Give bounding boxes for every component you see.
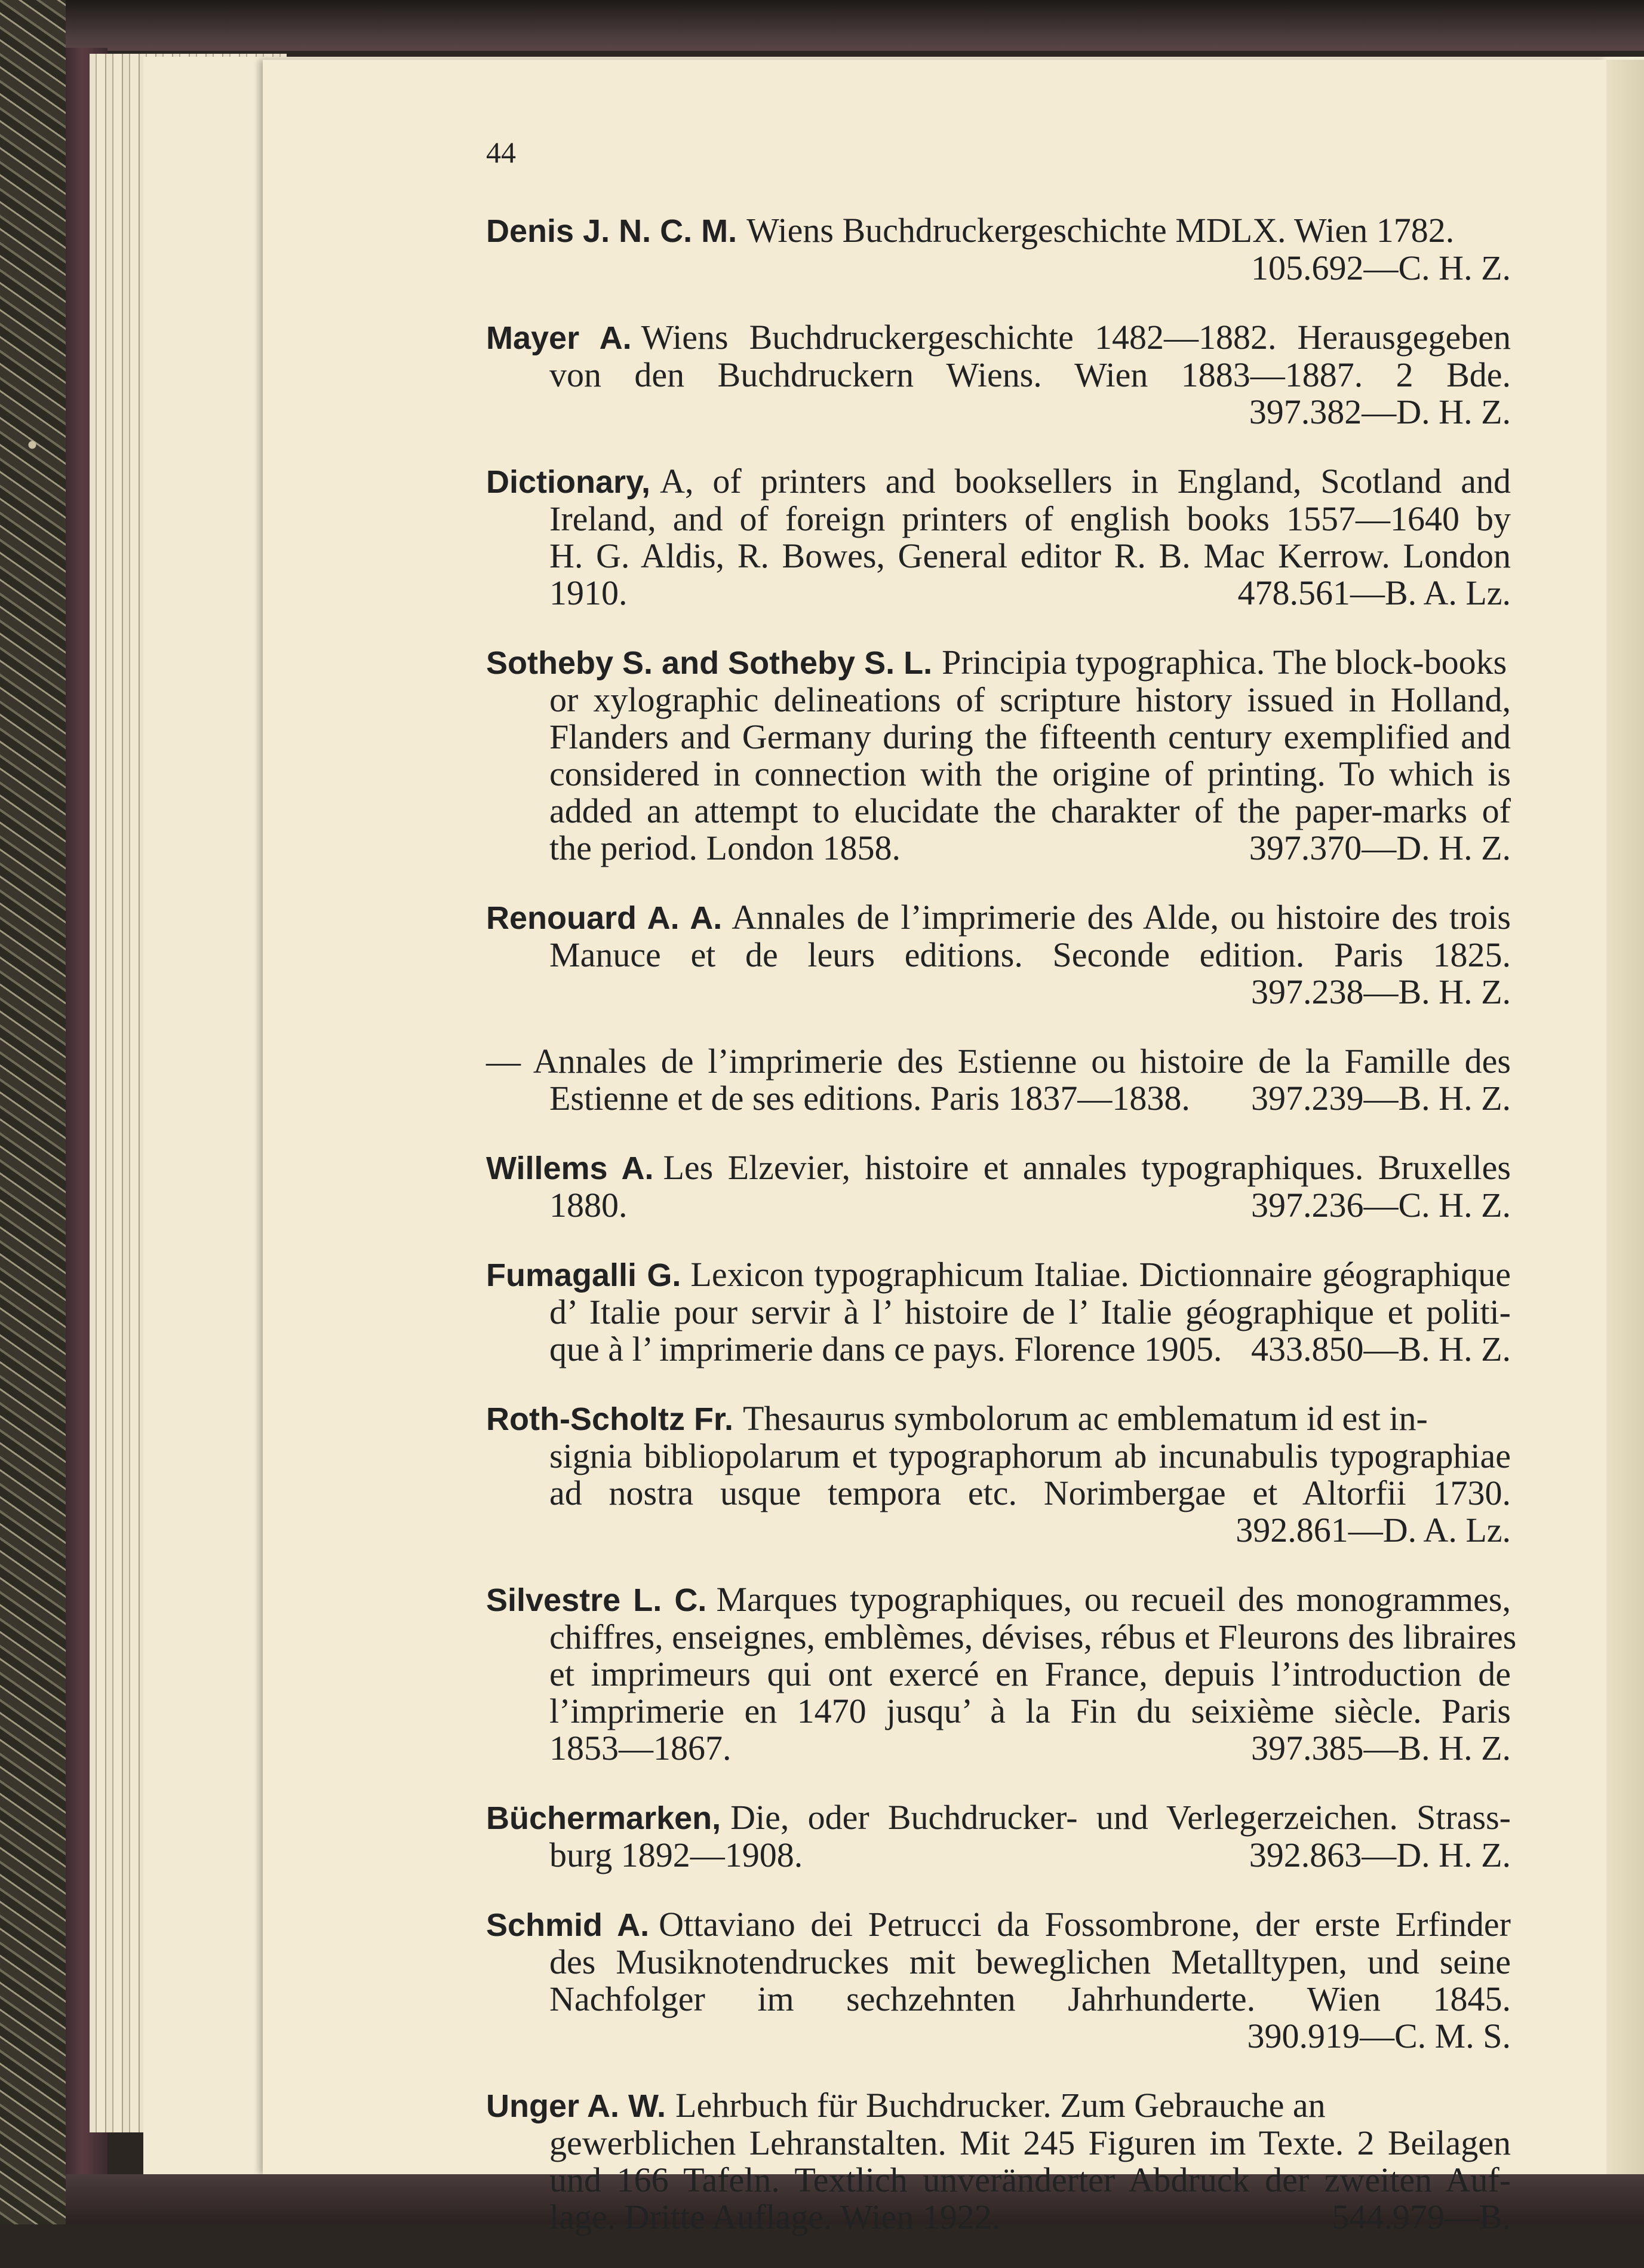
entry-line [486, 719, 1511, 756]
entry-line [486, 1149, 1511, 1187]
entry-line [486, 357, 1511, 394]
entry-description: Ottaviano dei Petrucci da Fossombrone, der erste Erfinder [659, 1905, 1511, 1944]
binding-top-edge [66, 0, 1644, 51]
entry-line-text [549, 1656, 1511, 1693]
bibliography-entry [486, 2087, 1511, 2236]
entry-author: Sotheby S. and Sotheby S. L. [486, 645, 933, 681]
call-number: 397.385—B. H. Z. [1251, 1729, 1511, 1767]
call-number: 105.692—C. H. Z. [1251, 248, 1511, 287]
entry-line-text [486, 1149, 1511, 1187]
call-number: 392.863—D. H. Z. [1249, 1836, 1511, 1874]
entry-line-text [549, 1331, 1222, 1368]
entry-line [486, 2087, 1511, 2125]
call-number: 397.382—D. H. Z. [1249, 392, 1511, 431]
entry-description: Lehrbuch für Buchdrucker. Zum Gebrauche an [675, 2086, 1326, 2125]
entry-line [486, 2018, 1511, 2055]
entry-description: und 166 Tafeln. Textlich unveränderter Abdruck der zweiten Auf- [549, 2160, 1511, 2199]
call-number: 392.861—D. A. Lz. [1236, 1511, 1511, 1549]
entry-line-text [549, 2162, 1511, 2199]
entry-line [486, 937, 1511, 974]
entry-line [486, 394, 1511, 431]
entry-line-text [549, 2125, 1511, 2162]
call-number: 478.561—B. A. Lz. [1237, 573, 1511, 612]
bibliography-entry [486, 1043, 1511, 1117]
entry-line [486, 682, 1511, 719]
bibliography-text [486, 134, 1517, 2268]
entry-description: Wiens Buchdruckergeschichte MDLX. Wien 1782. [746, 211, 1455, 250]
entry-author: Dictionary, [486, 464, 651, 500]
entry-line-text [486, 899, 1511, 937]
page-number: 44 [486, 136, 516, 169]
entry-line [486, 1618, 1517, 1656]
entry-line [486, 538, 1511, 575]
entry-line [486, 974, 1511, 1011]
entry-line-text [486, 319, 1511, 357]
bibliography-entry [486, 212, 1511, 287]
entry-author: Mayer A. [486, 320, 632, 356]
entry-line-text [486, 1043, 1511, 1080]
bibliography-entry [486, 1256, 1511, 1368]
entry-description: chiffres, enseignes, emblèmes, dévises, rébus et Fleurons des libraires [549, 1618, 1517, 1656]
entry-line-text [549, 719, 1511, 756]
bibliography-entry [486, 1149, 1511, 1224]
entry-author: Unger A. W. [486, 2088, 666, 2124]
entry-description: et imprimeurs qui ont exercé en France, depuis l’introduction de [549, 1655, 1511, 1693]
entry-line [486, 212, 1511, 250]
entry-description: Wiens Buchdruckergeschichte 1482—1882. Herausgegeben [641, 318, 1511, 357]
page-right-margin [1606, 60, 1644, 2174]
entry-line [486, 756, 1511, 793]
call-number: 544.979—B. [1332, 2198, 1511, 2236]
entry-line [486, 575, 1511, 612]
entry-line-text [549, 1837, 803, 1874]
entry-line-text [549, 1080, 1190, 1117]
entry-line [486, 1944, 1511, 1981]
bibliography-entry [486, 1906, 1511, 2055]
entry-description: que à l’ imprimerie dans ce pays. Florence 1905. [549, 1330, 1222, 1368]
entry-description: H. G. Aldis, R. Bowes, General editor R. B. Mac Kerrow. London [549, 536, 1511, 575]
entry-line [486, 1400, 1511, 1438]
bibliography-entry [486, 1400, 1511, 1549]
entry-line-text [549, 1438, 1511, 1475]
entry-line-text [549, 1981, 1511, 2018]
entry-description: Annales de l’imprimerie des Alde, ou histoire des trois [732, 898, 1511, 937]
entry-line [486, 899, 1511, 937]
entry-line [486, 319, 1511, 357]
entry-description: ad nostra usque tempora etc. Norimbergae et Altorfii 1730. [549, 1474, 1511, 1512]
entry-line [486, 1693, 1511, 1730]
entry-description: Ireland, and of foreign printers of english books 1557—1640 by [549, 499, 1511, 538]
bibliography-entry [486, 899, 1511, 1011]
entry-description: signia bibliopolarum et typographorum ab incunabulis typographiae [549, 1437, 1511, 1475]
entry-line [486, 1512, 1511, 1549]
entry-line [486, 1837, 1511, 1874]
call-number: 397.370—D. H. Z. [1249, 828, 1511, 867]
entry-line-text [549, 1693, 1511, 1730]
entry-line [486, 2199, 1511, 2236]
entry-line [486, 1799, 1511, 1837]
entry-description: 1880. [549, 1186, 628, 1224]
entry-description: des Musiknotendruckes mit beweglichen Metalltypen, und seine [549, 1942, 1511, 1981]
entry-author: Denis J. N. C. M. [486, 213, 738, 249]
entry-line [486, 501, 1511, 538]
entry-line [486, 2125, 1511, 2162]
entry-description: Manuce et de leurs editions. Seconde edition. Paris 1825. [549, 935, 1511, 974]
entry-description: or xylographic delineations of scripture history issued in Holland, [549, 680, 1511, 719]
call-number: 397.236—C. H. Z. [1251, 1186, 1511, 1224]
entry-line-text [549, 501, 1511, 538]
entry-description: added an attempt to elucidate the charakter of the paper-marks of [549, 791, 1511, 830]
entry-description: Flanders and Germany during the fifteenth century exemplified and [549, 717, 1511, 756]
entry-line-text [549, 793, 1511, 830]
bibliography-entry [486, 1799, 1511, 1874]
entry-line-text [549, 538, 1511, 575]
entry-line-text [549, 1475, 1511, 1512]
entry-description: A, of printers and booksellers in England, Scotland and [660, 462, 1511, 501]
entry-line [486, 2162, 1511, 2199]
entry-line [486, 1331, 1511, 1368]
entry-line-text [486, 212, 1454, 250]
entry-author: Schmid A. [486, 1907, 650, 1943]
entry-line-text [486, 1799, 1511, 1837]
entry-list [486, 211, 1517, 2236]
entry-author: Büchermarken, [486, 1800, 721, 1836]
entry-description: d’ Italie pour servir à l’ histoire de l’ Italie géographique et politi- [549, 1293, 1511, 1331]
call-number: 390.919—C. M. S. [1247, 2017, 1511, 2055]
entry-description: Thesaurus symbolorum ac emblematum id est in- [742, 1399, 1428, 1438]
entry-line [486, 1981, 1511, 2018]
entry-line-text [486, 1581, 1511, 1619]
entry-line-text [549, 756, 1511, 793]
entry-line-text [549, 682, 1511, 719]
entry-line [486, 644, 1511, 682]
entry-author: Willems A. [486, 1150, 654, 1186]
entry-line [486, 1187, 1511, 1224]
entry-line-text [549, 830, 901, 867]
entry-line [486, 830, 1511, 867]
entry-line [486, 1438, 1511, 1475]
entry-description: — Annales de l’imprimerie des Estienne ou histoire de la Famille des [486, 1042, 1511, 1081]
entry-author: Roth-Scholtz Fr. [486, 1401, 733, 1437]
entry-description: von den Buchdruckern Wiens. Wien 1883—1887. 2 Bde. [549, 355, 1511, 394]
entry-description: Marques typographiques, ou recueil des monogrammes, [716, 1580, 1511, 1619]
bibliography-entry [486, 463, 1511, 612]
entry-line [486, 1730, 1511, 1767]
entry-line-text [486, 463, 1511, 501]
entry-line-text [549, 1187, 628, 1224]
entry-description: Les Elzevier, histoire et annales typographiques. Bruxelles [663, 1148, 1511, 1187]
entry-line-text [549, 1618, 1517, 1656]
call-number: 397.239—B. H. Z. [1251, 1079, 1511, 1118]
call-number: 397.238—B. H. Z. [1251, 972, 1511, 1011]
entry-description: 1853—1867. [549, 1729, 732, 1767]
entry-author: Fumagalli G. [486, 1257, 681, 1293]
entry-line-text [549, 1730, 732, 1767]
entry-line [486, 1043, 1511, 1080]
entry-line-text [549, 575, 628, 612]
entry-line [486, 1656, 1511, 1693]
entry-line-text [549, 2199, 1000, 2236]
entry-description: burg 1892—1908. [549, 1836, 803, 1874]
entry-line [486, 250, 1511, 287]
entry-line [486, 1080, 1511, 1117]
entry-description: Die, oder Buchdrucker- und Verlegerzeichen. Strass- [730, 1798, 1511, 1837]
entry-line-text [549, 937, 1511, 974]
entry-line [486, 1906, 1511, 1944]
entry-description: considered in connection with the origine of printing. To which is [549, 754, 1511, 793]
bibliography-entry [486, 644, 1511, 867]
entry-description: Lexicon typographicum Italiae. Dictionnaire géographique [690, 1255, 1511, 1294]
entry-line-text [486, 1400, 1428, 1438]
entry-author: Silvestre L. C. [486, 1582, 707, 1618]
entry-line-text [549, 1294, 1511, 1331]
entry-line-text [486, 1256, 1511, 1294]
call-number: 433.850—B. H. Z. [1251, 1330, 1511, 1368]
entry-description: Principia typographica. The block-books [942, 643, 1507, 682]
entry-description: the period. London 1858. [549, 828, 901, 867]
entry-description: lage. Dritte Auflage. Wien 1922. [549, 2198, 1001, 2236]
entry-line [486, 463, 1511, 501]
entry-line [486, 1581, 1511, 1619]
entry-line-text [486, 1906, 1511, 1944]
entry-description: 1910. [549, 573, 628, 612]
entry-line [486, 793, 1511, 830]
entry-description: l’imprimerie en 1470 jusqu’ à la Fin du seixième siècle. Paris [549, 1692, 1511, 1730]
entry-line [486, 1256, 1511, 1294]
entry-line-text [486, 2087, 1326, 2125]
entry-description: gewerblichen Lehranstalten. Mit 245 Figuren im Texte. 2 Beilagen [549, 2123, 1511, 2162]
bibliography-entry [486, 319, 1511, 431]
entry-author: Renouard A. A. [486, 900, 723, 936]
entry-description: Nachfolger im sechzehnten Jahrhunderte. Wien 1845. [549, 1979, 1511, 2018]
entry-description: Estienne et de ses editions. Paris 1837—1838. [549, 1079, 1190, 1118]
entry-line-text [549, 1944, 1511, 1981]
entry-line-text [486, 644, 1507, 682]
bibliography-entry [486, 1580, 1517, 1767]
entry-line [486, 1475, 1511, 1512]
entry-line [486, 1294, 1511, 1331]
entry-line-text [549, 357, 1511, 394]
